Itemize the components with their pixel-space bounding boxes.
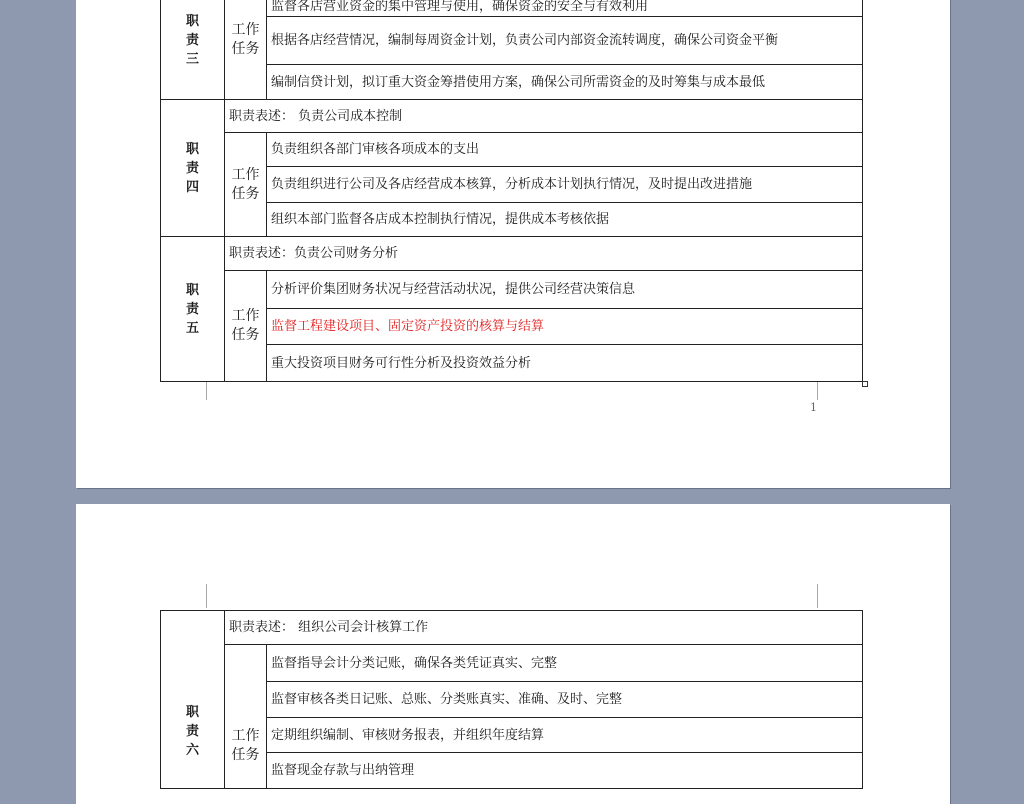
table-row: [161, 167, 863, 203]
table-row: [161, 611, 863, 645]
table-resize-handle[interactable]: [862, 381, 868, 387]
table-row: [161, 17, 863, 65]
table-row: [161, 682, 863, 718]
page-number: 1: [810, 401, 817, 414]
duty-6-work-label: 工作 任务: [225, 645, 267, 789]
table-row: [161, 0, 863, 17]
duty-5-task-2: 监督工程建设项目、固定资产投资的核算与结算: [267, 309, 863, 345]
duty-4-description: 职责表述： 负责公司成本控制: [225, 100, 863, 133]
duty-4-task-2: 负责组织进行公司及各店经营成本核算，分析成本计划执行情况，及时提出改进措施: [267, 167, 863, 203]
crop-mark-bottom-left: [206, 382, 207, 400]
table-row: [161, 345, 863, 382]
crop-mark-top-left: [206, 584, 207, 608]
duty-6-description: 职责表述： 组织公司会计核算工作: [225, 611, 863, 645]
table-row: [161, 753, 863, 789]
duty-3-task-2: 根据各店经营情况，编制每周资金计划，负责公司内部资金流转调度，确保公司资金平衡: [267, 17, 863, 65]
duty-4-task-1: 负责组织各部门审核各项成本的支出: [267, 133, 863, 167]
duty-3-task-3: 编制信贷计划，拟订重大资金筹措使用方案，确保公司所需资金的及时筹集与成本最低: [267, 65, 863, 100]
duty-5-description: 职责表述：负责公司财务分析: [225, 237, 863, 271]
duty-5-task-3: 重大投资项目财务可行性分析及投资效益分析: [267, 345, 863, 382]
duty-5-work-label: 工作 任务: [225, 271, 267, 382]
duty-4-label: 职 责 四: [161, 100, 225, 237]
duty-6-task-1: 监督指导会计分类记账，确保各类凭证真实、完整: [267, 645, 863, 682]
duty-3-work-label: 工作 任务: [225, 0, 267, 100]
crop-mark-bottom-right: [817, 382, 818, 400]
table-row: [161, 309, 863, 345]
table-row: [161, 203, 863, 237]
table-row: [161, 271, 863, 309]
document-page-2: [76, 504, 950, 804]
duty-3-task-1: 监督各店营业资金的集中管理与使用，确保资金的安全与有效利用: [267, 0, 863, 17]
crop-mark-top-right: [817, 584, 818, 608]
table-row: [161, 718, 863, 753]
document-page-1: [76, 0, 950, 488]
duty-4-task-3: 组织本部门监督各店成本控制执行情况，提供成本考核依据: [267, 203, 863, 237]
table-row: [161, 133, 863, 167]
table-row: [161, 100, 863, 133]
duty-5-label: 职 责 五: [161, 237, 225, 382]
table-row: [161, 645, 863, 682]
table-row: [161, 65, 863, 100]
duty-6-task-4: 监督现金存款与出纳管理: [267, 753, 863, 789]
duty-6-task-2: 监督审核各类日记账、总账、分类账真实、准确、及时、完整: [267, 682, 863, 718]
table-row: [161, 237, 863, 271]
duty-table-page-2: [160, 610, 863, 789]
duty-6-task-3: 定期组织编制、审核财务报表，并组织年度结算: [267, 718, 863, 753]
duty-5-task-1: 分析评价集团财务状况与经营活动状况，提供公司经营决策信息: [267, 271, 863, 309]
duty-4-work-label: 工作 任务: [225, 133, 267, 237]
duty-6-label: 职 责 六: [161, 611, 225, 789]
duty-3-label: 职 责 三: [161, 0, 225, 100]
duty-table-page-1: [160, 0, 863, 382]
